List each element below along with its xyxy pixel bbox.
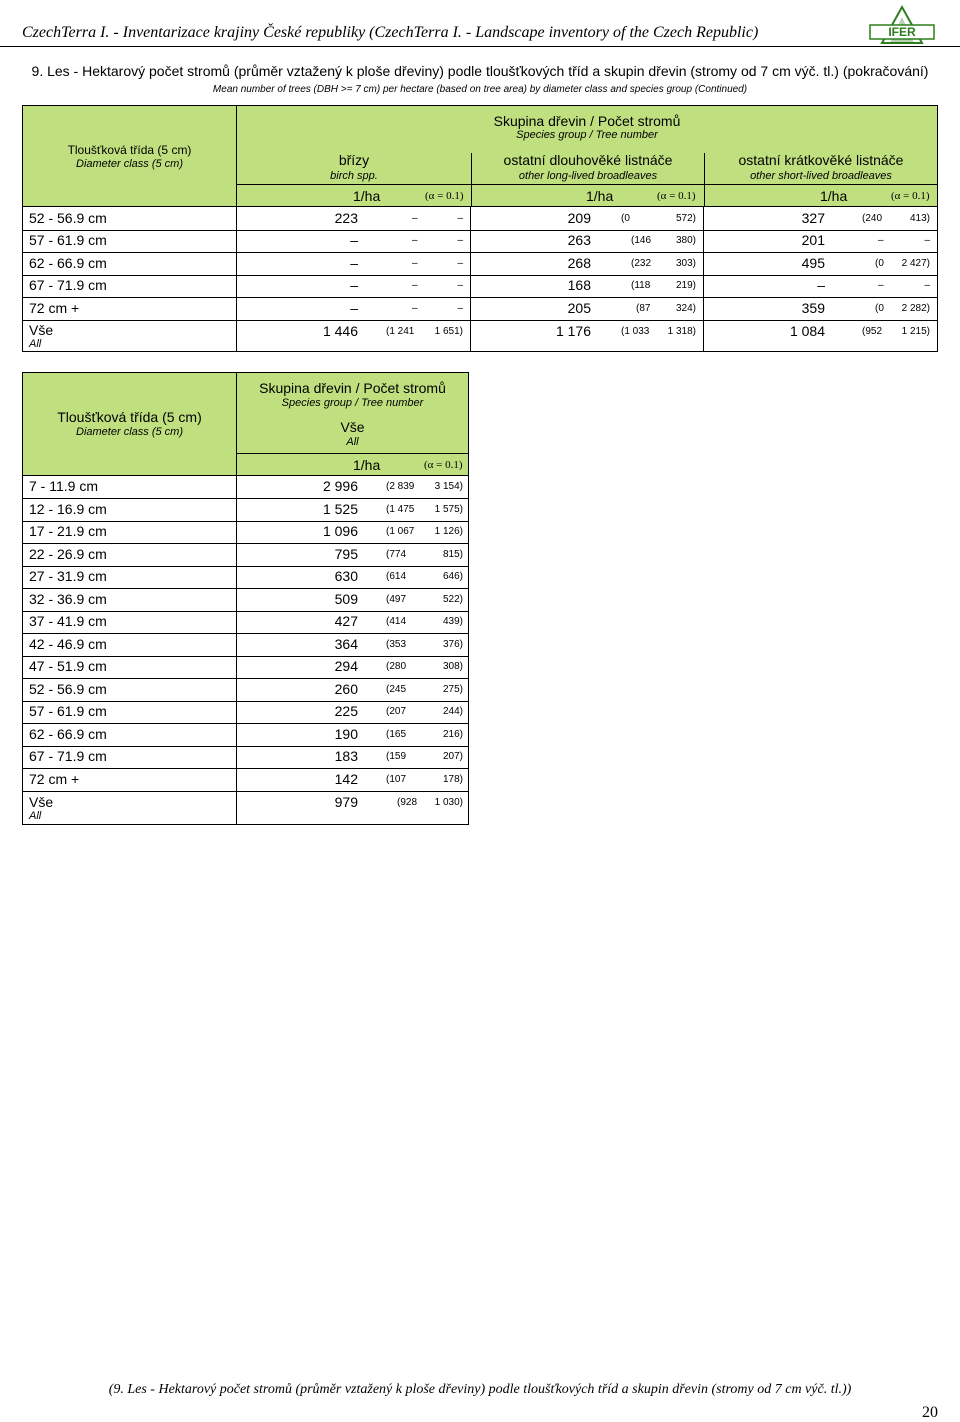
cell-ci-high: –: [924, 280, 930, 291]
row-rule: [22, 588, 469, 589]
t2-unit-rule: [237, 453, 468, 454]
cell-ci-low: (774: [386, 549, 407, 560]
cell-value: –: [350, 277, 358, 293]
cell-value: 364: [334, 636, 358, 652]
ifer-logo: [866, 3, 938, 45]
cell-value: 495: [801, 255, 825, 271]
cell-ci-high: 308): [442, 661, 463, 672]
t1-col2-en: other long-lived broadleaves: [518, 170, 658, 182]
cell-ci-low: –: [412, 280, 418, 291]
cell-ci-high: 1 030): [434, 797, 463, 808]
cell-ci-high: –: [457, 258, 463, 269]
t1-unit: 1/ha: [353, 188, 381, 204]
cell-value: 294: [334, 658, 358, 674]
row-rule: [22, 678, 469, 679]
cell-value: 509: [334, 591, 358, 607]
t2-col-divider: [236, 475, 237, 825]
row-rule: [22, 521, 469, 522]
cell-value: –: [350, 255, 358, 271]
logo-text: IFER: [888, 25, 916, 39]
row-rule: [22, 723, 469, 724]
cell-ci-high: 439): [442, 616, 463, 627]
row-label: 7 - 11.9 cm: [29, 478, 98, 494]
t1-col1-en: birch spp.: [330, 170, 378, 182]
t2-class-header: [22, 372, 237, 476]
cell-ci-low: –: [412, 213, 418, 224]
row-rule: [22, 543, 469, 544]
t2-group-en: Species group / Tree number: [281, 397, 424, 409]
total-label-en: All: [29, 810, 42, 822]
cell-ci-low: (107: [386, 774, 407, 785]
row-rule: [22, 656, 469, 657]
cell-ci-low: –: [412, 235, 418, 246]
cell-ci-low: (1 067: [386, 526, 415, 537]
cell-ci-low: –: [412, 258, 418, 269]
cell-value: –: [350, 300, 358, 316]
page-subtitle: Mean number of trees (DBH >= 7 cm) per hectare (based on tree area) by diameter class and species group (Continued): [212, 84, 748, 95]
cell-ci-high: 380): [675, 235, 696, 246]
cell-value: 142: [334, 771, 358, 787]
row-rule: [22, 768, 469, 769]
cell-ci-low: (414: [386, 616, 407, 627]
row-rule: [22, 791, 469, 792]
page-footer: (9. Les - Hektarový počet stromů (průměr vztažený k ploše dřeviny) podle tloušťkových tříd a skupin dřevin (stromy od 7 cm výč. tl.)): [108, 1382, 852, 1397]
cell-ci-high: 275): [442, 684, 463, 695]
cell-ci-high: 1 318): [667, 326, 696, 337]
page-header: [0, 0, 960, 50]
cell-ci-low: (2 839: [386, 481, 415, 492]
row-label: 27 - 31.9 cm: [29, 568, 107, 584]
cell-ci-low: (245: [386, 684, 407, 695]
cell-ci-high: 1 575): [434, 504, 463, 515]
page-number: 20: [922, 1404, 938, 1421]
page-title: 9. Les - Hektarový počet stromů (průměr vztažený k ploše dřeviny) podle tloušťkových tříd a skupin dřevin (stromy od 7 cm výč. tl.) (pokračování): [31, 63, 929, 79]
cell-value: 1 176: [555, 323, 591, 339]
t1-body-frame: [22, 207, 938, 352]
cell-ci-low: (1 033: [621, 326, 650, 337]
cell-ci-low: (240: [862, 213, 883, 224]
cell-ci-low: (614: [386, 571, 407, 582]
t2-group-header: [236, 372, 469, 476]
cell-value: 327: [801, 210, 825, 226]
t2-group-cz: Skupina dřevin / Počet stromů: [259, 380, 446, 396]
cell-value: 979: [334, 794, 358, 810]
cell-value: 427: [334, 613, 358, 629]
cell-value: 225: [334, 703, 358, 719]
cell-ci-low: (146: [631, 235, 652, 246]
cell-ci-low: –: [878, 235, 884, 246]
row-label: 72 cm +: [29, 300, 80, 316]
row-label: 52 - 56.9 cm: [29, 210, 107, 226]
cell-ci-low: (232: [631, 258, 652, 269]
cell-value: –: [817, 277, 825, 293]
cell-ci-low: (159: [386, 751, 407, 762]
t1-group-en: Species group / Tree number: [516, 129, 658, 141]
row-rule: [22, 611, 469, 612]
total-label-en: All: [29, 338, 42, 350]
cell-ci-low: (928: [397, 797, 418, 808]
cell-ci-high: 376): [442, 639, 463, 650]
row-label: 52 - 56.9 cm: [29, 681, 107, 697]
cell-value: 201: [801, 232, 825, 248]
row-label: 22 - 26.9 cm: [29, 546, 107, 562]
cell-ci-low: (1 475: [386, 504, 415, 515]
t2-alpha: (α = 0.1): [424, 459, 463, 471]
t2-class-cz: Tloušťková třída (5 cm): [57, 409, 202, 425]
row-rule: [22, 498, 469, 499]
cell-ci-high: 646): [442, 571, 463, 582]
row-label: 42 - 46.9 cm: [29, 636, 107, 652]
cell-value: 209: [567, 210, 591, 226]
cell-ci-high: –: [457, 303, 463, 314]
cell-value: 795: [334, 546, 358, 562]
row-label: 67 - 71.9 cm: [29, 277, 107, 293]
cell-value: 260: [334, 681, 358, 697]
t2-col-en: All: [346, 436, 359, 448]
row-label: 67 - 71.9 cm: [29, 748, 107, 764]
row-label: 47 - 51.9 cm: [29, 658, 107, 674]
cell-ci-high: 216): [442, 729, 463, 740]
cell-ci-high: –: [457, 280, 463, 291]
row-rule: [22, 701, 469, 702]
cell-ci-low: (0: [621, 213, 630, 224]
total-label-cz: Vše: [29, 794, 54, 810]
row-label: 12 - 16.9 cm: [29, 501, 107, 517]
cell-ci-low: (0: [875, 258, 884, 269]
cell-value: 359: [801, 300, 825, 316]
row-rule: [22, 566, 469, 567]
t1-alpha: (α = 0.1): [891, 190, 930, 202]
header-rule: [0, 46, 960, 47]
total-label-cz: Vše: [29, 322, 54, 338]
row-label: 62 - 66.9 cm: [29, 726, 107, 742]
t1-class-cz: Tloušťková třída (5 cm): [67, 143, 192, 157]
cell-ci-low: (87: [636, 303, 651, 314]
cell-value: 190: [334, 726, 358, 742]
cell-value: 2 996: [322, 478, 358, 494]
t2-class-en: Diameter class (5 cm): [76, 426, 183, 438]
t1-group-header: [236, 105, 938, 207]
cell-ci-high: 2 282): [901, 303, 930, 314]
cell-value: 630: [334, 568, 358, 584]
row-label: 57 - 61.9 cm: [29, 703, 107, 719]
cell-ci-high: 1 126): [434, 526, 463, 537]
cell-ci-high: 303): [675, 258, 696, 269]
cell-value: 205: [567, 300, 591, 316]
cell-value: 168: [567, 277, 591, 293]
t1-col-divider: [236, 207, 237, 352]
cell-value: 1 084: [789, 323, 825, 339]
t1-unit-rule: [237, 184, 937, 185]
cell-ci-high: 815): [442, 549, 463, 560]
t2-unit: 1/ha: [353, 457, 381, 473]
cell-ci-low: –: [412, 303, 418, 314]
row-label: 62 - 66.9 cm: [29, 255, 107, 271]
row-label: 32 - 36.9 cm: [29, 591, 107, 607]
cell-ci-low: –: [878, 280, 884, 291]
cell-ci-low: (118: [631, 280, 651, 291]
t1-col-divider: [703, 207, 704, 352]
cell-ci-low: (1 241: [386, 326, 415, 337]
cell-value: 1 525: [322, 501, 358, 517]
cell-value: 223: [334, 210, 358, 226]
row-rule: [22, 633, 469, 634]
cell-ci-high: 219): [675, 280, 696, 291]
cell-ci-high: 178): [442, 774, 463, 785]
header-title: CzechTerra I. - Inventarizace krajiny České republiky (CzechTerra I. - Landscape inventory of the Czech Republic): [22, 24, 759, 41]
t1-alpha: (α = 0.1): [657, 190, 696, 202]
row-label: 17 - 21.9 cm: [29, 523, 107, 539]
cell-value: 183: [334, 748, 358, 764]
cell-ci-high: 522): [442, 594, 463, 605]
row-label: 37 - 41.9 cm: [29, 613, 107, 629]
cell-ci-high: 413): [909, 213, 930, 224]
row-label: 72 cm +: [29, 771, 80, 787]
cell-ci-high: 207): [442, 751, 463, 762]
cell-ci-high: 1 651): [434, 326, 463, 337]
row-rule: [22, 746, 469, 747]
cell-value: 268: [567, 255, 591, 271]
t1-unit: 1/ha: [586, 188, 614, 204]
cell-ci-high: 1 215): [901, 326, 930, 337]
t1-class-en: Diameter class (5 cm): [76, 158, 183, 170]
cell-ci-high: –: [457, 235, 463, 246]
cell-ci-high: –: [924, 235, 930, 246]
cell-ci-low: (952: [862, 326, 883, 337]
t1-class-header: [22, 105, 237, 207]
cell-ci-low: (0: [875, 303, 884, 314]
cell-ci-low: (165: [386, 729, 407, 740]
cell-value: 1 446: [322, 323, 358, 339]
cell-ci-high: 572): [675, 213, 696, 224]
cell-ci-low: (207: [386, 706, 407, 717]
row-label: 57 - 61.9 cm: [29, 232, 107, 248]
t1-col3-cz: ostatní krátkověké listnáče: [738, 152, 904, 168]
t1-col1-cz: břízy: [338, 152, 370, 168]
cell-ci-high: –: [457, 213, 463, 224]
t2-col-cz: Vše: [340, 419, 365, 435]
cell-value: 1 096: [322, 523, 358, 539]
t1-alpha: (α = 0.1): [425, 190, 464, 202]
cell-ci-high: 324): [675, 303, 696, 314]
t1-col2-cz: ostatní dlouhověké listnáče: [503, 152, 673, 168]
t1-col-divider: [470, 207, 471, 352]
cell-ci-low: (353: [386, 639, 407, 650]
cell-ci-high: 244): [442, 706, 463, 717]
t1-col3-en: other short-lived broadleaves: [750, 170, 892, 182]
cell-ci-low: (280: [386, 661, 407, 672]
t1-unit: 1/ha: [820, 188, 848, 204]
t1-group-cz: Skupina dřevin / Počet stromů: [493, 113, 681, 129]
cell-value: 263: [567, 232, 591, 248]
cell-value: –: [350, 232, 358, 248]
cell-ci-high: 2 427): [901, 258, 930, 269]
cell-ci-low: (497: [386, 594, 407, 605]
cell-ci-high: 3 154): [434, 481, 463, 492]
